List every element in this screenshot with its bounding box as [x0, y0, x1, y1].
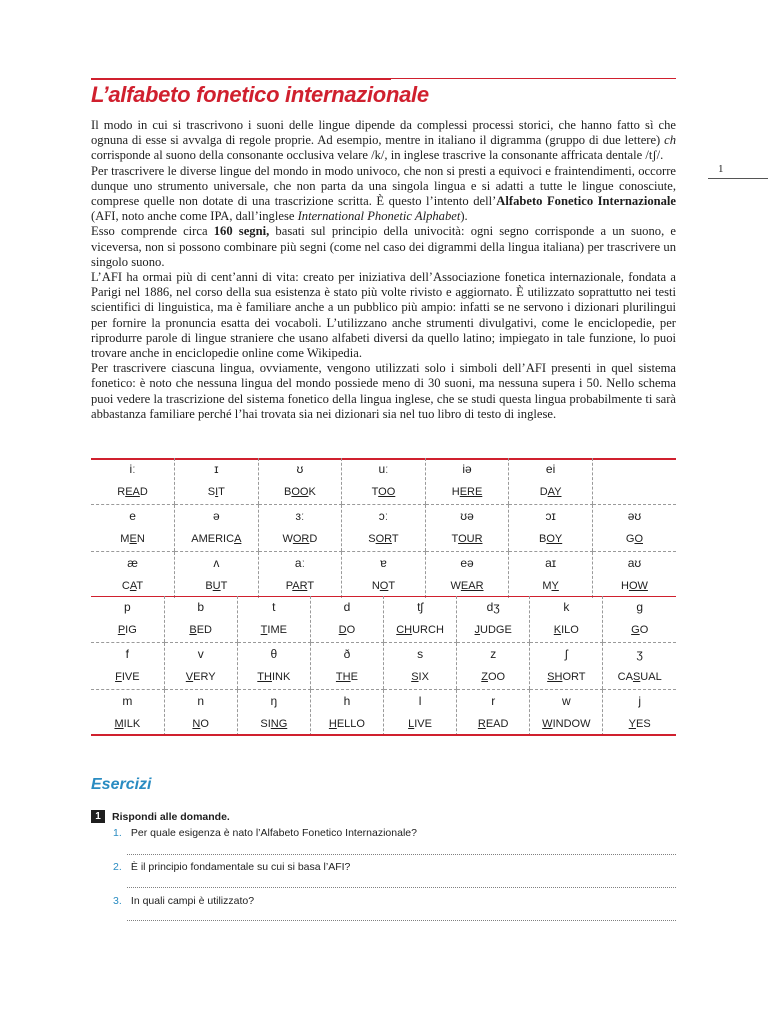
example-word [457, 665, 529, 689]
word-prefix: B [284, 486, 292, 498]
example-word [603, 665, 676, 689]
afi-cell [310, 643, 383, 690]
word-prefix: S [207, 486, 216, 498]
afi-cell [603, 690, 676, 737]
example-word [384, 712, 456, 736]
word-suffix: T [218, 486, 225, 498]
afi-cell [237, 643, 310, 690]
word-suffix: T [136, 580, 144, 592]
word-suffix: URCH [412, 624, 444, 636]
word-suffix: INK [271, 671, 291, 683]
vowel-table [91, 458, 676, 598]
phonetic-symbol: p [123, 600, 131, 614]
example-word [259, 527, 342, 551]
word-underlined-sound: OY [546, 533, 563, 545]
word-suffix: D [309, 533, 318, 545]
word-underlined-sound: EAR [460, 580, 484, 592]
example-word [603, 712, 676, 736]
example-word [238, 712, 310, 736]
afi-cell [457, 596, 530, 643]
afi-cell [530, 690, 603, 737]
afi-cell [237, 596, 310, 643]
afi-cell [603, 596, 676, 643]
afi-cell [530, 643, 603, 690]
word-suffix: T [307, 580, 315, 592]
word-suffix: UDGE [480, 624, 512, 636]
example-word [91, 665, 164, 689]
phonetic-symbol: ʊ [296, 462, 304, 476]
question-text: In quali campi è utilizzato? [130, 895, 255, 907]
afi-cell [164, 643, 237, 690]
word-underlined-sound: OO [291, 486, 309, 498]
afi-cell [425, 552, 509, 599]
word-underlined-sound: M [114, 718, 124, 730]
example-word [175, 527, 258, 551]
word-prefix: T [371, 486, 379, 498]
example-word [91, 574, 174, 598]
example-word [457, 618, 529, 642]
word-suffix: ELLO [336, 718, 365, 730]
word-underlined-sound: OO [378, 486, 396, 498]
text-run: Il modo in cui si trascrivono i suoni delle lingue dipende da complessi processi storici, che hanno fatto sì che ognuna di esse si avvalga di regole proprie. Ad esempio, mentre in italiano il digramma (gruppo di due lettere) [91, 118, 676, 148]
text-run: basati sul principio della univocità: ogni segno corrisponde a un suono, e viceversa, non si possono combinare più segni (come nel caso dei digrammi della lingua italiana) per trascrivere un singolo suono. [91, 224, 676, 269]
question-number: 1. [113, 827, 122, 839]
example-word [175, 480, 258, 504]
word-suffix: O [639, 624, 649, 636]
word-suffix: INDOW [552, 718, 591, 730]
paragraph [91, 361, 676, 422]
word-underlined-sound: NG [270, 718, 288, 730]
word-suffix: T [388, 580, 396, 592]
phonetic-symbol: ʒ [636, 647, 643, 661]
text-run: Per trascrivere le diverse lingue del mondo in modo univoco, che non si presti a equivoci e fraintendimenti, occorre dunque uno strumento universale, che non parta da una singola lingua e si adatti a tutte le lingue conosciute, comprese quelle non dotate di una trascrizione scritta. È questo l’intento dell’ [91, 163, 676, 209]
word-underlined-sound: OUR [458, 533, 483, 545]
example-word [342, 480, 425, 504]
afi-cell [237, 690, 310, 737]
phonetic-symbol: aː [294, 556, 305, 570]
afi-cell [91, 552, 175, 599]
word-underlined-sound: K [553, 624, 562, 636]
word-suffix: N [136, 533, 145, 545]
phonetic-symbol: k [563, 600, 570, 614]
example-word [165, 665, 237, 689]
word-prefix: H [620, 580, 629, 592]
example-word [426, 574, 509, 598]
phonetic-symbol: w [561, 694, 571, 708]
word-underlined-sound: B [189, 624, 197, 636]
example-word [91, 618, 164, 642]
word-underlined-sound: OR [375, 533, 392, 545]
word-suffix: D [139, 486, 148, 498]
afi-row [91, 505, 676, 552]
phonetic-symbol: m [122, 694, 133, 708]
word-suffix: T [220, 580, 228, 592]
afi-cell [91, 643, 164, 690]
afi-cell [592, 505, 676, 552]
word-suffix: ILO [561, 624, 579, 636]
phonetic-symbol: z [490, 647, 497, 661]
text-run: Esso comprende circa [91, 224, 214, 239]
phonetic-symbol: aɪ [545, 556, 557, 570]
phonetic-symbol: ə [213, 509, 220, 523]
afi-cell [384, 690, 457, 737]
word-underlined-sound: Y [551, 580, 559, 592]
afi-row [91, 596, 676, 643]
word-underlined-sound: L [408, 718, 415, 730]
word-prefix: N [371, 580, 380, 592]
example-word [530, 665, 602, 689]
word-prefix: B [538, 533, 547, 545]
example-word [175, 574, 258, 598]
phonetic-symbol: ð [343, 647, 351, 661]
word-underlined-sound: O [634, 533, 643, 545]
example-word [91, 527, 174, 551]
body-text [91, 118, 676, 422]
example-word [91, 480, 174, 504]
example-word [593, 527, 676, 551]
phonetic-symbol: iə [462, 462, 472, 476]
question-2 [113, 861, 676, 873]
example-word [259, 574, 342, 598]
example-word [259, 480, 342, 504]
example-word [342, 527, 425, 551]
phonetic-symbol: ʌ [213, 556, 220, 570]
afi-cell [342, 552, 426, 599]
consonant-table [91, 596, 676, 736]
phonetic-symbol: e [129, 509, 136, 523]
phonetic-symbol: t [272, 600, 276, 614]
afi-row [91, 552, 676, 599]
exercise-instruction: Rispondi alle domande. [112, 810, 230, 823]
word-underlined-sound: R [477, 718, 486, 730]
afi-cell [592, 458, 676, 505]
phonetic-symbol: v [197, 647, 204, 661]
word-suffix: OO [487, 671, 506, 683]
example-word [530, 618, 602, 642]
word-prefix: H [451, 486, 460, 498]
word-underlined-sound: A [234, 533, 242, 545]
answer-line-1[interactable] [127, 854, 676, 855]
phonetic-symbol: ɐ [380, 556, 387, 570]
phonetic-symbol: ɔɪ [545, 509, 556, 523]
phonetic-symbol: ei [545, 462, 556, 476]
answer-line-3[interactable] [127, 920, 676, 921]
paragraph [91, 164, 676, 225]
word-underlined-sound: Y [628, 718, 637, 730]
phonetic-symbol: ʃ [564, 647, 568, 661]
example-word [426, 480, 509, 504]
word-suffix: ILK [123, 718, 141, 730]
afi-cell [342, 458, 426, 505]
word-suffix: O [346, 624, 356, 636]
word-suffix: IME [267, 624, 287, 636]
phonetic-symbol: ŋ [270, 694, 278, 708]
exercise-number-badge: 1 [91, 810, 105, 823]
afi-cell [425, 505, 509, 552]
example-word [311, 712, 383, 736]
question-3 [113, 895, 676, 907]
phonetic-symbol: ɔː [378, 509, 389, 523]
word-prefix: T [451, 533, 459, 545]
example-word [530, 712, 602, 736]
afi-cell [509, 552, 593, 599]
afi-row [91, 458, 676, 505]
phonetic-symbol: j [638, 694, 642, 708]
afi-cell [530, 596, 603, 643]
afi-cell [91, 505, 175, 552]
phonetic-symbol: h [343, 694, 351, 708]
example-word [593, 574, 676, 598]
afi-table-bottom-rule [91, 734, 676, 736]
word-underlined-sound: J [474, 624, 481, 636]
afi-cell [175, 552, 259, 599]
paragraph [91, 118, 676, 164]
phonetic-symbol: f [125, 647, 129, 661]
phonetic-symbol: əʊ [627, 509, 642, 523]
word-underlined-sound: TH [335, 671, 351, 683]
afi-cell [91, 690, 164, 737]
word-prefix: CA [617, 671, 633, 683]
paragraph [91, 224, 676, 270]
word-suffix: IX [418, 671, 429, 683]
exercises-title: Esercizi [91, 776, 152, 793]
question-number: 3. [113, 895, 122, 907]
italic-text: ch [664, 133, 676, 148]
word-suffix: ES [636, 718, 651, 730]
example-word [603, 618, 676, 642]
word-underlined-sound: D [338, 624, 347, 636]
word-prefix: G [625, 533, 635, 545]
word-underlined-sound: SH [547, 671, 563, 683]
exercise-heading [91, 810, 230, 823]
bold-text: 160 segni, [213, 224, 270, 239]
word-underlined-sound: N [192, 718, 201, 730]
text-run: L’AFI ha ormai più di cent’anni di vita: creato per iniziativa dell’Associazione fonetica internazionale, fondata a Parigi nel 1886, nel corso della sua esistenza è stato più volte rivisto e aggiornato. È utilizzato soprattutto nei testi scientifici di linguistica, ma è familiare anche a un pubblico più ampio: infatti se ne servono i dizionari plurilingui per fornire la pronuncia esatta dei vocaboli. L’utilizzano anche strumenti divulgativi, come le enciclopedie, per riprodurre parole di lingue straniere che usano alfabeti diversi da quello latino; impiegato in tale funzione, lo puoi trovare anche in enciclopedie online come Wikipedia. [91, 270, 676, 361]
word-underlined-sound: P [117, 624, 126, 636]
afi-cell [384, 643, 457, 690]
word-prefix: B [205, 580, 213, 592]
word-prefix: SI [260, 718, 271, 730]
word-suffix: E [350, 671, 358, 683]
afi-cell [457, 643, 530, 690]
word-underlined-sound: E [129, 533, 137, 545]
afi-cell [91, 458, 175, 505]
phonetic-symbol: ɜː [295, 509, 305, 523]
word-suffix: ORT [562, 671, 586, 683]
word-prefix: AMERIC [191, 533, 235, 545]
word-prefix: W [282, 533, 293, 545]
example-word [311, 665, 383, 689]
word-suffix: O [200, 718, 209, 730]
word-underlined-sound: TH [257, 671, 272, 683]
afi-cell [592, 552, 676, 599]
title-rule-accent [91, 78, 391, 80]
phonetic-symbol: s [417, 647, 424, 661]
paragraph [91, 270, 676, 361]
example-word [509, 527, 592, 551]
afi-cell [603, 643, 676, 690]
word-suffix: ED [196, 624, 212, 636]
afi-cell [258, 552, 342, 599]
word-prefix: R [117, 486, 126, 498]
word-underlined-sound: ERE [459, 486, 483, 498]
word-prefix: D [539, 486, 548, 498]
word-prefix: W [450, 580, 461, 592]
word-suffix: K [308, 486, 316, 498]
word-suffix: IG [125, 624, 137, 636]
example-word [238, 665, 310, 689]
question-number: 2. [113, 861, 122, 873]
word-prefix: P [285, 580, 293, 592]
answer-line-2[interactable] [127, 887, 676, 888]
text-run: (AFI, noto anche come IPA, dall’inglese [91, 209, 298, 224]
afi-cell [164, 596, 237, 643]
phonetic-symbol: iː [129, 462, 136, 476]
phonetic-symbol: tʃ [417, 600, 424, 614]
phonetic-symbol: l [418, 694, 422, 708]
word-prefix: M [120, 533, 130, 545]
word-underlined-sound: OR [292, 533, 310, 545]
word-underlined-sound: S [632, 671, 641, 683]
word-suffix: UAL [640, 671, 662, 683]
example-word [384, 618, 456, 642]
word-prefix: C [121, 580, 130, 592]
afi-cell [425, 458, 509, 505]
word-underlined-sound: T [260, 624, 268, 636]
afi-cell [384, 596, 457, 643]
example-word [165, 712, 237, 736]
word-underlined-sound: OW [628, 580, 648, 592]
word-prefix: S [368, 533, 376, 545]
word-underlined-sound: H [328, 718, 337, 730]
afi-cell [342, 505, 426, 552]
phonetic-symbol: dʒ [486, 600, 500, 614]
word-suffix: IVE [121, 671, 140, 683]
phonetic-symbol: n [197, 694, 205, 708]
afi-cell [91, 596, 164, 643]
word-underlined-sound: G [631, 624, 640, 636]
page-number-rule [708, 178, 768, 179]
word-underlined-sound: I [215, 486, 219, 498]
word-underlined-sound: AY [547, 486, 562, 498]
word-underlined-sound: W [542, 718, 553, 730]
phonetic-symbol [593, 458, 676, 480]
phonetic-symbol: æ [127, 556, 138, 570]
word-suffix: T [391, 533, 399, 545]
example-word [509, 574, 592, 598]
example-word [238, 618, 310, 642]
afi-row [91, 690, 676, 737]
phonetic-symbol: θ [270, 647, 278, 661]
phonetic-symbol: d [343, 600, 351, 614]
example-word [593, 480, 676, 504]
afi-cell [258, 458, 342, 505]
word-suffix: IVE [414, 718, 432, 730]
word-underlined-sound: O [379, 580, 389, 592]
phonetic-symbol: r [491, 694, 496, 708]
word-prefix: M [542, 580, 552, 592]
phonetic-symbol: ɪ [214, 462, 219, 476]
afi-cell [310, 690, 383, 737]
phonetic-symbol: g [636, 600, 644, 614]
bold-text: Alfabeto Fonetico Internazionale [496, 194, 677, 209]
phonetic-symbol: aʊ [627, 556, 642, 570]
example-word [457, 712, 529, 736]
afi-row [91, 643, 676, 690]
afi-cell [164, 690, 237, 737]
example-word [165, 618, 237, 642]
word-underlined-sound: EA [125, 486, 140, 498]
phonetic-symbol: b [197, 600, 205, 614]
afi-cell [175, 458, 259, 505]
word-underlined-sound: U [212, 580, 221, 592]
phonetic-symbol: eə [460, 556, 474, 570]
question-1 [113, 827, 676, 839]
example-word [509, 480, 592, 504]
example-word [311, 618, 383, 642]
word-underlined-sound: S [411, 671, 419, 683]
phonetic-symbol: ʊə [460, 509, 474, 523]
example-word [384, 665, 456, 689]
phonetic-symbol: uː [378, 462, 389, 476]
afi-cell [457, 690, 530, 737]
afi-cell [310, 596, 383, 643]
afi-cell [509, 505, 593, 552]
word-underlined-sound: F [115, 671, 122, 683]
word-suffix: ERY [193, 671, 216, 683]
text-run: Per trascrivere ciascuna lingua, ovviamente, vengono utilizzati solo i simboli dell’AFI presenti in quel sistema fonetico: è noto che nessuna lingua del mondo possiede meno di 30 suoni, ma nessuna supera i 50. Nello schema puoi vedere la trascrizione del sistema fonetico della lingua inglese, che se studi questa lingua probabilmente ti sarà abbastanza familiare perché l’hai trovata sia nei dizionari sia nel tuo libro di testo di inglese. [91, 361, 676, 421]
page-number: 1 [718, 163, 724, 175]
word-underlined-sound: CH [396, 624, 413, 636]
text-run: ). [460, 209, 468, 224]
word-underlined-sound: AR [292, 580, 308, 592]
word-underlined-sound: V [185, 671, 194, 683]
example-word [426, 527, 509, 551]
question-text: Per quale esigenza è nato l’Alfabeto Fonetico Internazionale? [130, 827, 417, 839]
afi-cell [258, 505, 342, 552]
afi-cell [509, 458, 593, 505]
word-suffix: EAD [485, 718, 509, 730]
example-word [342, 574, 425, 598]
italic-text: International Phonetic Alphabet [297, 209, 461, 224]
question-text: È il principio fondamentale su cui si basa l’AFI? [130, 861, 351, 873]
example-word [91, 712, 164, 736]
afi-cell [175, 505, 259, 552]
word-underlined-sound: A [129, 580, 137, 592]
page-title: L’alfabeto fonetico internazionale [91, 82, 429, 107]
text-run: corrisponde al suono della consonante occlusiva velare /k/, in inglese trascrive la consonante affricata dentale /tʃ/. [91, 148, 664, 163]
word-underlined-sound: Z [481, 671, 488, 683]
